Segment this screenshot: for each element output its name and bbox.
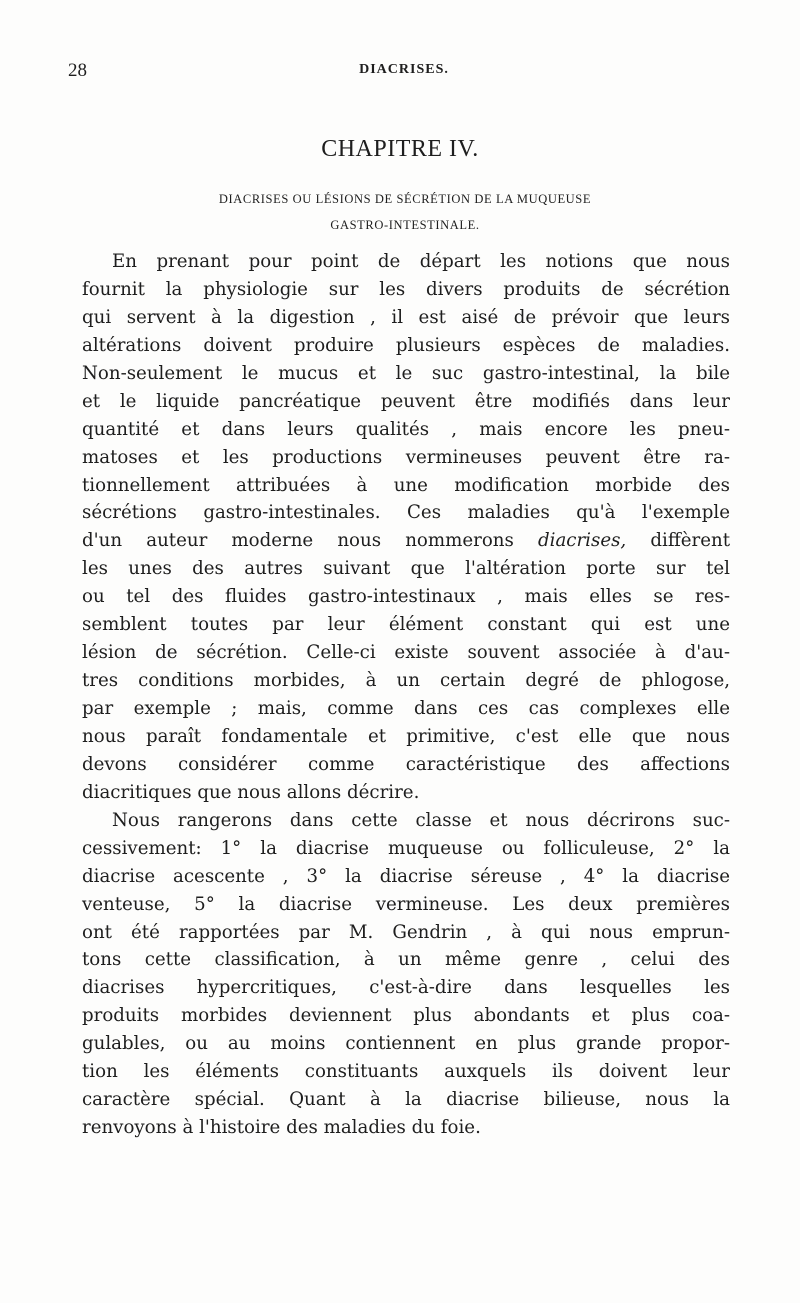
chapter-subtitle (100, 186, 710, 238)
text-line: cessivement: 1° la diacrise muqueuse ou folliculeuse, 2° la (82, 837, 730, 859)
text-line: diacritiques que nous allons décrire. (82, 781, 420, 803)
text-line: produits morbides deviennent plus abondants et plus coa- (82, 1005, 730, 1027)
text-line: diacrises hypercritiques, c'est-à-dire dans lesquelles les (82, 977, 730, 999)
text-line: ont été rapportées par M. Gendrin , à qui nous emprun- (82, 921, 730, 943)
text-line: Nous rangerons dans cette classe et nous décrirons suc- (112, 809, 730, 831)
text-line: fournit la physiologie sur les divers produits de sécrétion (82, 278, 730, 300)
text-line: diacrise acescente , 3° la diacrise séreuse , 4° la diacrise (82, 865, 730, 887)
page-number: 28 (68, 60, 87, 81)
text-line: tionnellement attribuées à une modification morbide des (82, 474, 730, 496)
text-line: devons considérer comme caractéristique des affections (82, 753, 730, 775)
text-line: par exemple ; mais, comme dans ces cas complexes elle (82, 698, 730, 719)
text-line: et le liquide pancréatique peuvent être modifiés dans leur (82, 390, 730, 412)
text-line: nous paraît fondamentale et primitive, c'est elle que nous (82, 725, 730, 747)
chapter-title: CHAPITRE IV. (321, 136, 479, 162)
text-line: tons cette classification, à un même genre , celui des (82, 949, 730, 971)
text-segment: d'un auteur moderne nous nommerons (82, 530, 514, 552)
text-line: renvoyons à l'histoire des maladies du foie. (82, 1117, 481, 1139)
text-segment: diffèrent (626, 530, 730, 552)
text-line-with-italic (82, 527, 730, 555)
text-line: gulables, ou au moins contiennent en plus grande propor- (82, 1033, 730, 1055)
text-line: caractère spécial. Quant à la diacrise bilieuse, nous la (82, 1089, 730, 1111)
running-head (68, 60, 740, 90)
text-line: sécrétions gastro-intestinales. Ces maladies qu'à l'exemple (82, 502, 730, 524)
chapter-subtitle-line: DIACRISES OU LÉSIONS DE SÉCRÉTION DE LA MUQUEUSE (218, 192, 592, 206)
italic-term: diacrises, (538, 530, 627, 552)
text-line: tres conditions morbides, à un certain degré de phlogose, (82, 670, 730, 692)
text-line: quantité et dans leurs qualités , mais encore les pneu- (82, 418, 730, 440)
text-line: lésion de sécrétion. Celle-ci existe souvent associée à d'au- (82, 642, 730, 664)
text-line: semblent toutes par leur élément constant qui est une (82, 614, 730, 636)
running-title: DIACRISES. (359, 62, 449, 77)
body-text (82, 248, 730, 1142)
text-line: venteuse, 5° la diacrise vermineuse. Les deux premières (82, 893, 730, 915)
text-line: En prenant pour point de départ les notions que nous (112, 251, 730, 272)
text-line: ou tel des fluides gastro-intestinaux , mais elles se res- (82, 586, 730, 608)
text-line: Non-seulement le mucus et le suc gastro-intestinal, la bile (82, 362, 730, 384)
text-line: altérations doivent produire plusieurs espèces de maladies. (82, 334, 730, 356)
text-line: qui servent à la digestion , il est aisé de prévoir que leurs (82, 306, 730, 328)
chapter-subtitle-line: GASTRO-INTESTINALE. (330, 218, 480, 232)
text-line: tion les éléments constituants auxquels ils doivent leur (82, 1061, 730, 1083)
text-line: matoses et les productions vermineuses peuvent être ra- (82, 446, 730, 468)
text-line: les unes des autres suivant que l'altération porte sur tel (82, 558, 730, 580)
